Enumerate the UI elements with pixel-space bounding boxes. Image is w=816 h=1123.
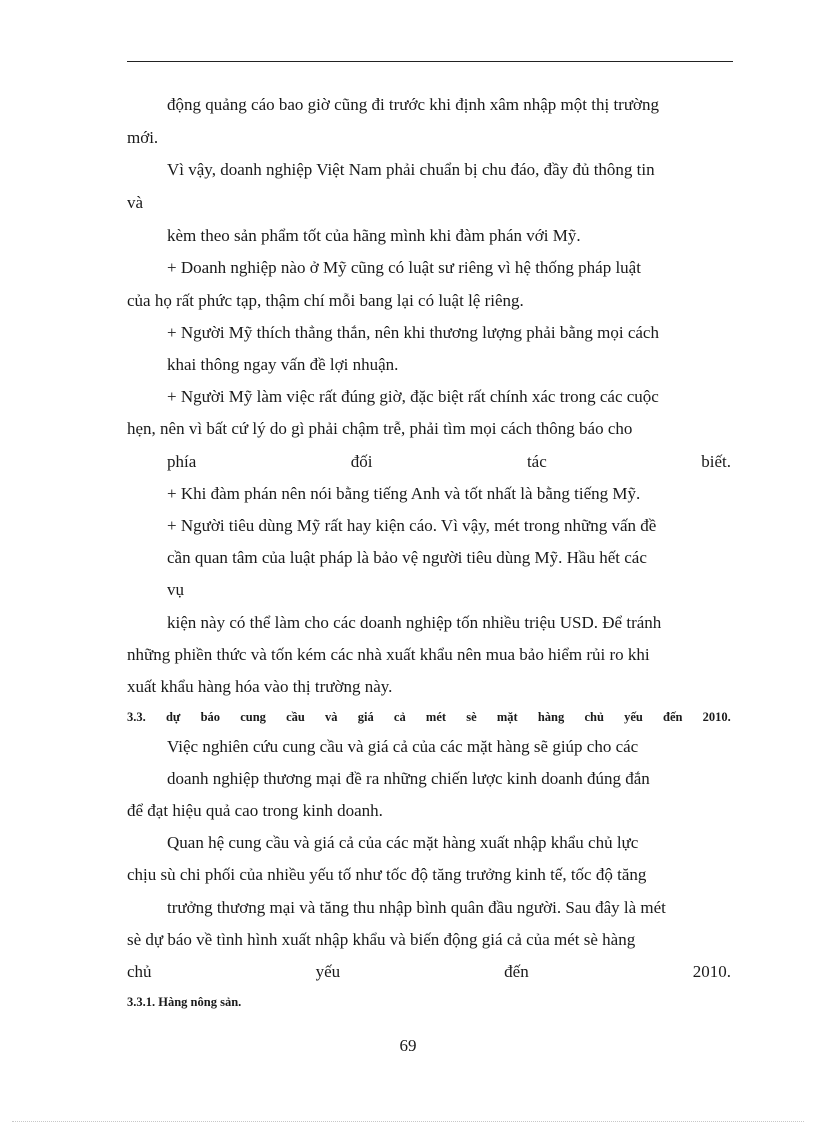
text-line: khai thông ngay vấn đề lợi nhuận. xyxy=(167,355,399,374)
justified-text-line: phía đối tác biết. xyxy=(167,452,731,471)
text-line: trưởng thương mại và tăng thu nhập bình quân đầu người. Sau đây là mét xyxy=(167,898,666,917)
text-line: cần quan tâm của luật pháp là bảo vệ người tiêu dùng Mỹ. Hầu hết các xyxy=(167,548,647,567)
text-line: hẹn, nên vì bất cứ lý do gì phải chậm trễ, phải tìm mọi cách thông báo cho xyxy=(127,419,633,438)
text-line: xuất khẩu hàng hóa vào thị trường này. xyxy=(127,677,393,696)
section-heading-3-3: 3.3. dự báo cung cầu và giá cả mét sè mặt hàng chủ yếu đến 2010. xyxy=(127,710,731,724)
text-line: + Người tiêu dùng Mỹ rất hay kiện cáo. Vì vậy, mét trong những vấn đề xyxy=(167,516,657,535)
text-line: mới. xyxy=(127,128,159,147)
text-line: kèm theo sản phẩm tốt của hãng mình khi đàm phán với Mỹ. xyxy=(167,226,581,245)
text-line: + Người Mỹ thích thẳng thắn, nên khi thương lượng phải bằng mọi cách xyxy=(167,323,659,342)
page-bottom-edge xyxy=(12,1121,804,1122)
text-line: + Khi đàm phán nên nói bằng tiếng Anh và tốt nhất là bằng tiếng Mỹ. xyxy=(167,484,641,503)
text-line: + Người Mỹ làm việc rất đúng giờ, đặc biệt rất chính xác trong các cuộc xyxy=(167,387,659,406)
section-heading-3-3-1: 3.3.1. Hàng nông sản. xyxy=(127,995,242,1009)
header-rule xyxy=(127,61,733,62)
text-line: chịu sù chi phối của nhiều yếu tố như tốc độ tăng trưởng kinh tế, tốc độ tăng xyxy=(127,865,647,884)
text-line: để đạt hiệu quả cao trong kinh doanh. xyxy=(127,801,383,820)
justified-text-line: chủ yếu đến 2010. xyxy=(127,962,731,981)
text-line: Việc nghiên cứu cung cầu và giá cả của các mặt hàng sẽ giúp cho các xyxy=(167,737,639,756)
text-line: của họ rất phức tạp, thậm chí mỗi bang lại có luật lệ riêng. xyxy=(127,291,524,310)
text-line: doanh nghiệp thương mại đề ra những chiến lược kinh doanh đúng đắn xyxy=(167,769,650,788)
page-number: 69 xyxy=(399,1036,417,1055)
text-line: Vì vậy, doanh nghiệp Việt Nam phải chuẩn bị chu đáo, đầy đủ thông tin xyxy=(167,160,655,179)
text-line: sè dự báo về tình hình xuất nhập khẩu và biến động giá cả của mét sè hàng xyxy=(127,930,636,949)
text-line: vụ xyxy=(167,580,184,599)
text-line: những phiền thức và tốn kém các nhà xuất khẩu nên mua bảo hiểm rủi ro khi xyxy=(127,645,650,664)
text-line: và xyxy=(127,193,144,212)
text-line: kiện này có thể làm cho các doanh nghiệp tốn nhiều triệu USD. Để tránh xyxy=(167,613,662,632)
text-line: động quảng cáo bao giờ cũng đi trước khi định xâm nhập một thị trường xyxy=(167,95,660,114)
text-line: Quan hệ cung cầu và giá cả của các mặt hàng xuất nhập khẩu chủ lực xyxy=(167,833,639,852)
text-line: + Doanh nghiệp nào ở Mỹ cũng có luật sư riêng vì hệ thống pháp luật xyxy=(167,258,641,277)
